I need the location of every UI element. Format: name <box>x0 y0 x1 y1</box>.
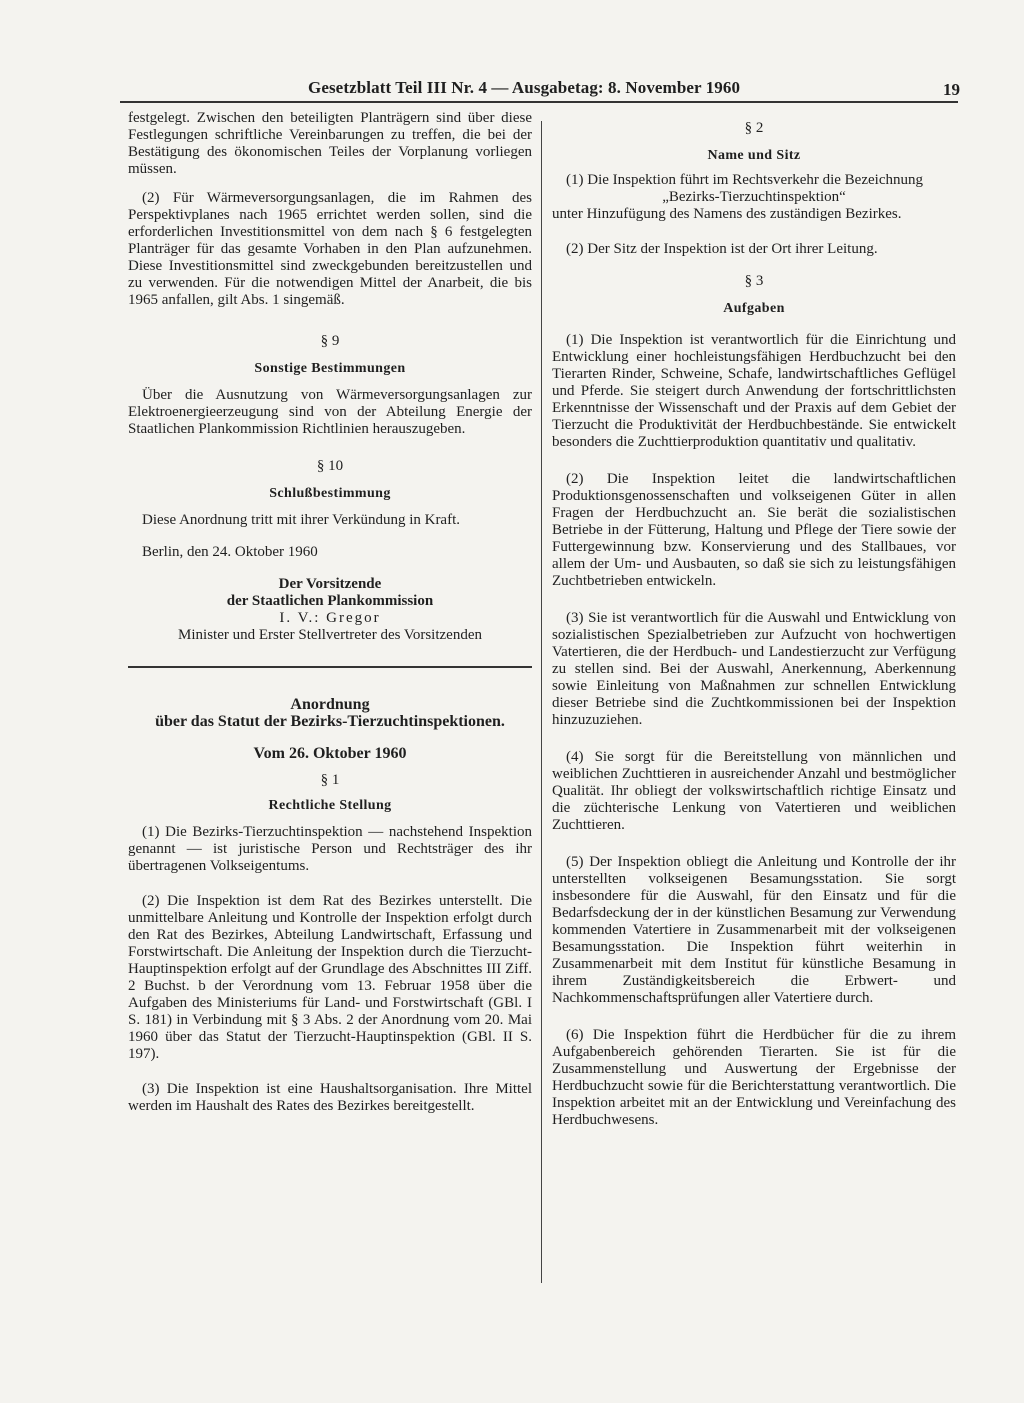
ordinance-subtitle: über das Statut der Bezirks-Tierzuchtinspektionen. <box>155 713 505 730</box>
section-number: § 9 <box>320 333 340 349</box>
paragraph: (3) Die Inspektion ist eine Haushaltsorganisation. Ihre Mittel werden im Haushalt des Rates des Bezirkes bereitgestellt. <box>128 1081 532 1114</box>
paragraph: Über die Ausnutzung von Wärmeversorgungsanlagen zur Elektroenergieerzeugung sind von der Abteilung Energie der Staatlichen Plankommission Richtlinien herauszugeben. <box>128 387 532 437</box>
section-title: Schlußbestimmung <box>269 486 391 501</box>
place-date: Berlin, den 24. Oktober 1960 <box>142 544 318 560</box>
paragraph: Diese Anordnung tritt mit ihrer Verkündung in Kraft. <box>142 512 461 528</box>
section-number: § 2 <box>744 120 764 136</box>
signature-title: Minister und Erster Stellvertreter des Vorsitzenden <box>178 627 482 643</box>
paragraph: festgelegt. Zwischen den beteiligten Planträgern sind über diese Festlegungen schriftliche Vereinbarungen zu treffen, die bei der Bestätigung des ökonomischen Teiles der Vorplanung vorliegen müssen. <box>128 110 532 177</box>
section-number: § 1 <box>320 772 340 788</box>
paragraph: (6) Die Inspektion führt die Herdbücher für die zu ihrem Aufgabenbereich gehörenden Tierarten. Sie ist für die Zusammenstellung und Auswertung der Ergebnisse der Herdbuchzucht sowie für die Berichterstattung verantwortlich. Die Inspektion arbeitet mit an der Entwicklung und Vereinfachung des Herdbuchwesens. <box>552 1027 956 1128</box>
page-number: 19 <box>943 80 960 99</box>
paragraph: (5) Der Inspektion obliegt die Anleitung und Kontrolle der ihr unterstellten volkseigenen Besamungsstation. Sie sorgt insbesondere für die Auswahl, für den Einsatz und für die Bedarfsdeckung der in der künstlichen Besamung zur Verwendung kommenden Vatertiere in Zusammenarbeit mit der volkseigenen Besamungsstation. Die Inspektion führt weiterhin in Zusammenarbeit mit dem Institut für künstliche Besamung in ihrem Zuständigkeitsbereich die Erbwert- und Nachkommenschaftsprüfungen aller Vatertiere durch. <box>552 854 956 1006</box>
column-divider <box>541 121 542 1283</box>
paragraph: (2) Für Wärmeversorgungsanlagen, die im Rahmen des Perspektivplanes nach 1965 errichtet werden sollen, sind die erforderlichen Investitionsmittel von dem nach § 6 festgelegten Planträger für das gesamte Vorhaben in den Plan aufzunehmen. Diese Investitionsmittel sind zweckgebunden bereitzustellen und zu verwenden. Für die notwendigen Mittel der Anarbeit, die bis 1965 anfallen, gilt Abs. 1 singemäß. <box>128 190 532 308</box>
paragraph: (3) Sie ist verantwortlich für die Auswahl und Entwicklung von sozialistischen Spezialbetrieben zur Aufzucht von hochwertigen Vatertieren, die der Herdbuch- und Landestierzucht zur Verfügung zu stellen sind. Bei der Auswahl, Anerkennung, Aberkennung sowie Einleitung von Maßnahmen zur schnellen Entwicklung dieser Betriebe sind die Zuchtkommissionen bei der Inspektion hinzuzuziehen. <box>552 610 956 728</box>
paragraph: (2) Die Inspektion ist dem Rat des Bezirkes unterstellt. Die unmittelbare Anleitung und Kontrolle der Inspektion erfolgt durch den Rat des Bezirkes, Abteilung Landwirtschaft, Erfassung und Forstwirtschaft. Die Anleitung der Inspektion durch die Tierzucht-Hauptinspektion erfolgt auf der Grundlage des Abschnittes III Ziff. 2 Buchst. b der Verordnung vom 13. Februar 1958 über die Aufgaben des Ministeriums für Land- und Forstwirtschaft (GBl. I S. 181) in Verbindung mit § 3 Abs. 2 der Anordnung vom 20. Mai 1960 über das Statut der Tierzucht-Hauptinspektion (GBl. II S. 197). <box>128 893 532 1062</box>
header-title: Gesetzblatt Teil III Nr. 4 — Ausgabetag: 8. November 1960 <box>308 78 741 97</box>
section-number: § 3 <box>744 273 764 289</box>
section-title: Name und Sitz <box>707 148 801 163</box>
paragraph: unter Hinzufügung des Namens des zuständigen Bezirkes. <box>552 206 902 222</box>
paragraph: (1) Die Inspektion ist verantwortlich für die Einrichtung und Entwicklung einer hochleistungsfähigen Herdbuchzucht bei den Tierarten Rinder, Schweine, Schafe, landwirtschaftliches Geflügel und Pferde. Sie steigert durch Anwendung der fortschrittlichsten Erkenntnisse der Wissenschaft und der Praxis auf dem Gebiet der Tierzucht die Produktivität der Herdbuchbestände. Sie entwickelt besonders die Zuchttierproduktion quantitativ und qualitativ. <box>552 332 956 450</box>
ordinance-title: Anordnung <box>290 696 370 713</box>
right-column <box>552 110 956 1129</box>
signature-name: I. V.: Gregor <box>279 610 381 626</box>
section-title: Rechtliche Stellung <box>268 798 392 813</box>
paragraph: (1) Die Bezirks-Tierzuchtinspektion — nachstehend Inspektion genannt — ist juristische Person und Rechtsträger des ihr übertragenen Volkseigentums. <box>128 824 532 874</box>
paragraph: (4) Sie sorgt für die Bereitstellung von männlichen und weiblichen Zuchttieren in ausreichender Anzahl und bestmöglicher Qualität. Ihr obliegt der volkswirtschaftlich richtige Einsatz und die züchterische Lenkung von Vatertieren und weiblichen Zuchttieren. <box>552 749 956 833</box>
paragraph: (2) Der Sitz der Inspektion ist der Ort ihrer Leitung. <box>566 241 878 257</box>
header-rule <box>120 101 958 103</box>
signature-office: der Staatlichen Plankommission <box>226 593 434 609</box>
signature-role: Der Vorsitzende <box>278 576 382 592</box>
section-title: Sonstige Bestimmungen <box>254 361 406 376</box>
designation-quote: „Bezirks-Tierzuchtinspektion“ <box>662 189 846 205</box>
paragraph: (2) Die Inspektion leitet die landwirtschaftlichen Produktionsgenossenschaften und volkseigenen Güter in allen Fragen der Herdbuchzucht an. Sie berät die sozialistischen Betriebe in der Fütterung, Haltung und Pflege der Tiere sowie der Futtergewinnung bzw. Konservierung und des Stallbaues, vor allem der Um- und Ausbauten, so daß sie sich zu leistungsfähigen Zuchtbetrieben entwickeln. <box>552 471 956 589</box>
left-column <box>128 110 532 1115</box>
section-number: § 10 <box>316 458 344 474</box>
section-title: Aufgaben <box>723 301 785 316</box>
page-header <box>300 78 960 102</box>
paragraph: (1) Die Inspektion führt im Rechtsverkehr die Bezeichnung <box>566 172 923 188</box>
ordinance-date: Vom 26. Oktober 1960 <box>253 745 407 762</box>
